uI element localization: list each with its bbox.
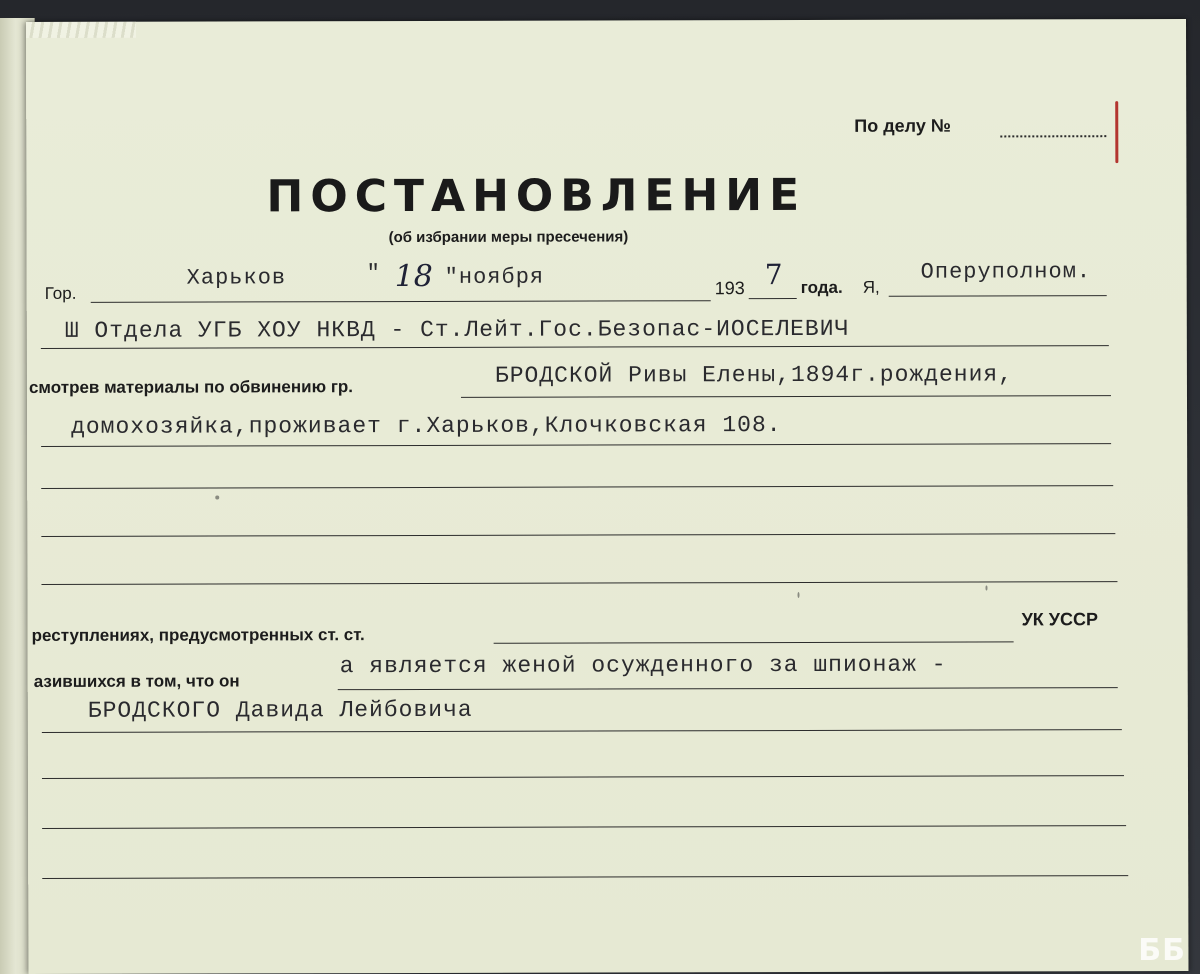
paper-speck (985, 585, 987, 590)
blank-rule-2 (41, 533, 1115, 537)
line1-rule-a (91, 300, 711, 303)
torn-corner (26, 22, 136, 38)
reason-rule (338, 687, 1118, 690)
case-number-line (1000, 135, 1106, 137)
blank-rule-4 (42, 775, 1124, 779)
document-sheet (26, 19, 1188, 974)
accused-name: БРОДСКОЙ Ривы Елены,1894г.рождения, (494, 361, 1014, 389)
document-subtitle: (об избрании меры пресечения) (388, 228, 629, 247)
red-pencil-mark (1115, 101, 1118, 163)
reason-value-continued: БРОДСКОГО Давида Лейбовича (87, 696, 473, 724)
crimes-rule (494, 641, 1014, 643)
blank-rule-6 (42, 875, 1128, 879)
crimes-label: реступлениях, предусмотренных ст. ст. (31, 625, 365, 645)
paper-speck (215, 495, 219, 499)
reason-value: а является женой осужденного за шпионаж - (339, 651, 947, 680)
year-label: года. (800, 277, 843, 297)
day-value: 18 (394, 258, 433, 295)
line2-rule (41, 345, 1109, 349)
code-label: УК УССР (1021, 609, 1098, 630)
day-quote-open: " (366, 261, 381, 287)
year-value: 7 (764, 258, 783, 292)
reason-label: азившихся в том, что он (33, 671, 240, 691)
materials-label: смотрев материалы по обвинению гр. (28, 377, 354, 397)
year-prefix: 193 (714, 278, 745, 299)
i-label: Я, (862, 277, 880, 297)
blank-rule-1 (41, 485, 1113, 489)
blank-rule-5 (42, 825, 1126, 829)
officer-value: Оперуполном. (920, 259, 1092, 285)
officer-continuation: Ш Отдела УГБ ХОУ НКВД - Ст.Лейт.Гос.Безопас-ИОСЕЛЕВИЧ (64, 315, 850, 344)
city-value: Харьков (186, 265, 287, 291)
paper-speck (797, 592, 799, 598)
case-number-label: По делу № (854, 115, 951, 136)
reason-rule-2 (42, 729, 1122, 733)
watermark-logo: ББ (1138, 933, 1186, 968)
month-value: "ноября (444, 264, 545, 290)
year-rule (749, 298, 797, 299)
line1-rule-b (889, 295, 1107, 297)
line3-rule (461, 395, 1111, 398)
accused-occupation-address: домохозяйка,проживает г.Харьков,Клочковская 108. (71, 412, 782, 440)
blank-rule-3 (41, 581, 1117, 585)
line4-rule (41, 443, 1111, 447)
document-title: ПОСТАНОВЛЕНИЕ (266, 169, 807, 223)
city-label: Гор. (44, 283, 77, 303)
